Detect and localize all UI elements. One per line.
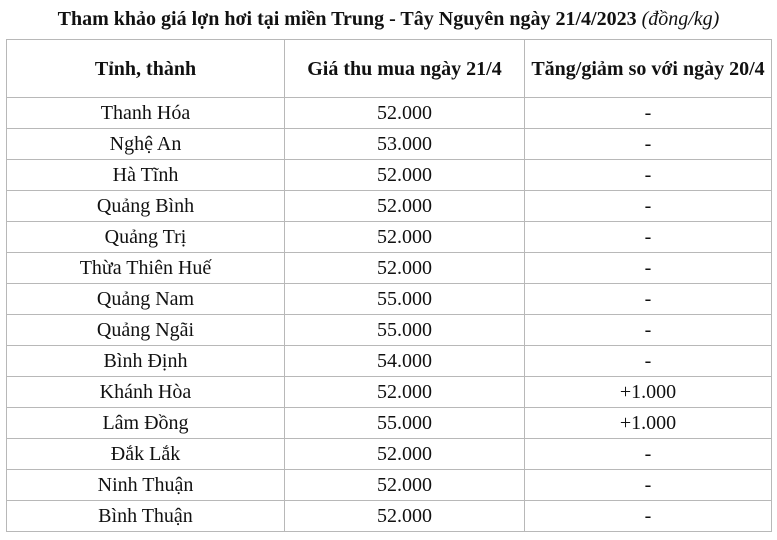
price-cell: 55.000 bbox=[285, 408, 525, 439]
price-cell: 52.000 bbox=[285, 98, 525, 129]
change-cell: - bbox=[525, 439, 772, 470]
header-province: Tỉnh, thành bbox=[7, 40, 285, 98]
change-cell: - bbox=[525, 501, 772, 532]
change-cell: - bbox=[525, 470, 772, 501]
price-cell: 52.000 bbox=[285, 191, 525, 222]
change-cell: - bbox=[525, 315, 772, 346]
table-row bbox=[7, 98, 772, 129]
price-cell: 55.000 bbox=[285, 315, 525, 346]
province-cell: Quảng Nam bbox=[7, 284, 285, 315]
province-cell: Quảng Bình bbox=[7, 191, 285, 222]
table-row bbox=[7, 253, 772, 284]
table-row bbox=[7, 129, 772, 160]
price-cell: 55.000 bbox=[285, 284, 525, 315]
province-cell: Quảng Trị bbox=[7, 222, 285, 253]
province-cell: Thừa Thiên Huế bbox=[7, 253, 285, 284]
page-title bbox=[0, 6, 777, 32]
province-cell: Nghệ An bbox=[7, 129, 285, 160]
change-cell: - bbox=[525, 191, 772, 222]
province-cell: Khánh Hòa bbox=[7, 377, 285, 408]
change-cell: +1.000 bbox=[525, 408, 772, 439]
province-cell: Quảng Ngãi bbox=[7, 315, 285, 346]
price-cell: 53.000 bbox=[285, 129, 525, 160]
change-cell: - bbox=[525, 284, 772, 315]
table-header-row bbox=[7, 40, 772, 98]
title-main: Tham khảo giá lợn hơi tại miền Trung - Tây Nguyên ngày 21/4/2023 bbox=[57, 8, 637, 30]
change-cell: - bbox=[525, 222, 772, 253]
price-cell: 52.000 bbox=[285, 470, 525, 501]
change-cell: +1.000 bbox=[525, 377, 772, 408]
header-change: Tăng/giảm so với ngày 20/4 bbox=[525, 40, 772, 98]
change-cell: - bbox=[525, 129, 772, 160]
province-cell: Thanh Hóa bbox=[7, 98, 285, 129]
table-row bbox=[7, 191, 772, 222]
table-row bbox=[7, 222, 772, 253]
table-row bbox=[7, 408, 772, 439]
table-row bbox=[7, 501, 772, 532]
change-cell: - bbox=[525, 160, 772, 191]
table-row bbox=[7, 439, 772, 470]
price-cell: 52.000 bbox=[285, 222, 525, 253]
change-cell: - bbox=[525, 346, 772, 377]
price-cell: 52.000 bbox=[285, 501, 525, 532]
table-row bbox=[7, 160, 772, 191]
header-price: Giá thu mua ngày 21/4 bbox=[285, 40, 525, 98]
province-cell: Hà Tĩnh bbox=[7, 160, 285, 191]
table-row bbox=[7, 377, 772, 408]
table-row bbox=[7, 315, 772, 346]
price-cell: 52.000 bbox=[285, 377, 525, 408]
change-cell: - bbox=[525, 98, 772, 129]
change-cell: - bbox=[525, 253, 772, 284]
province-cell: Lâm Đồng bbox=[7, 408, 285, 439]
table-row bbox=[7, 346, 772, 377]
table-row bbox=[7, 470, 772, 501]
price-cell: 54.000 bbox=[285, 346, 525, 377]
province-cell: Ninh Thuận bbox=[7, 470, 285, 501]
price-cell: 52.000 bbox=[285, 160, 525, 191]
title-unit: (đồng/kg) bbox=[641, 8, 720, 30]
price-cell: 52.000 bbox=[285, 439, 525, 470]
price-table bbox=[6, 39, 772, 532]
province-cell: Đắk Lắk bbox=[7, 439, 285, 470]
price-cell: 52.000 bbox=[285, 253, 525, 284]
province-cell: Bình Thuận bbox=[7, 501, 285, 532]
province-cell: Bình Định bbox=[7, 346, 285, 377]
table-row bbox=[7, 284, 772, 315]
